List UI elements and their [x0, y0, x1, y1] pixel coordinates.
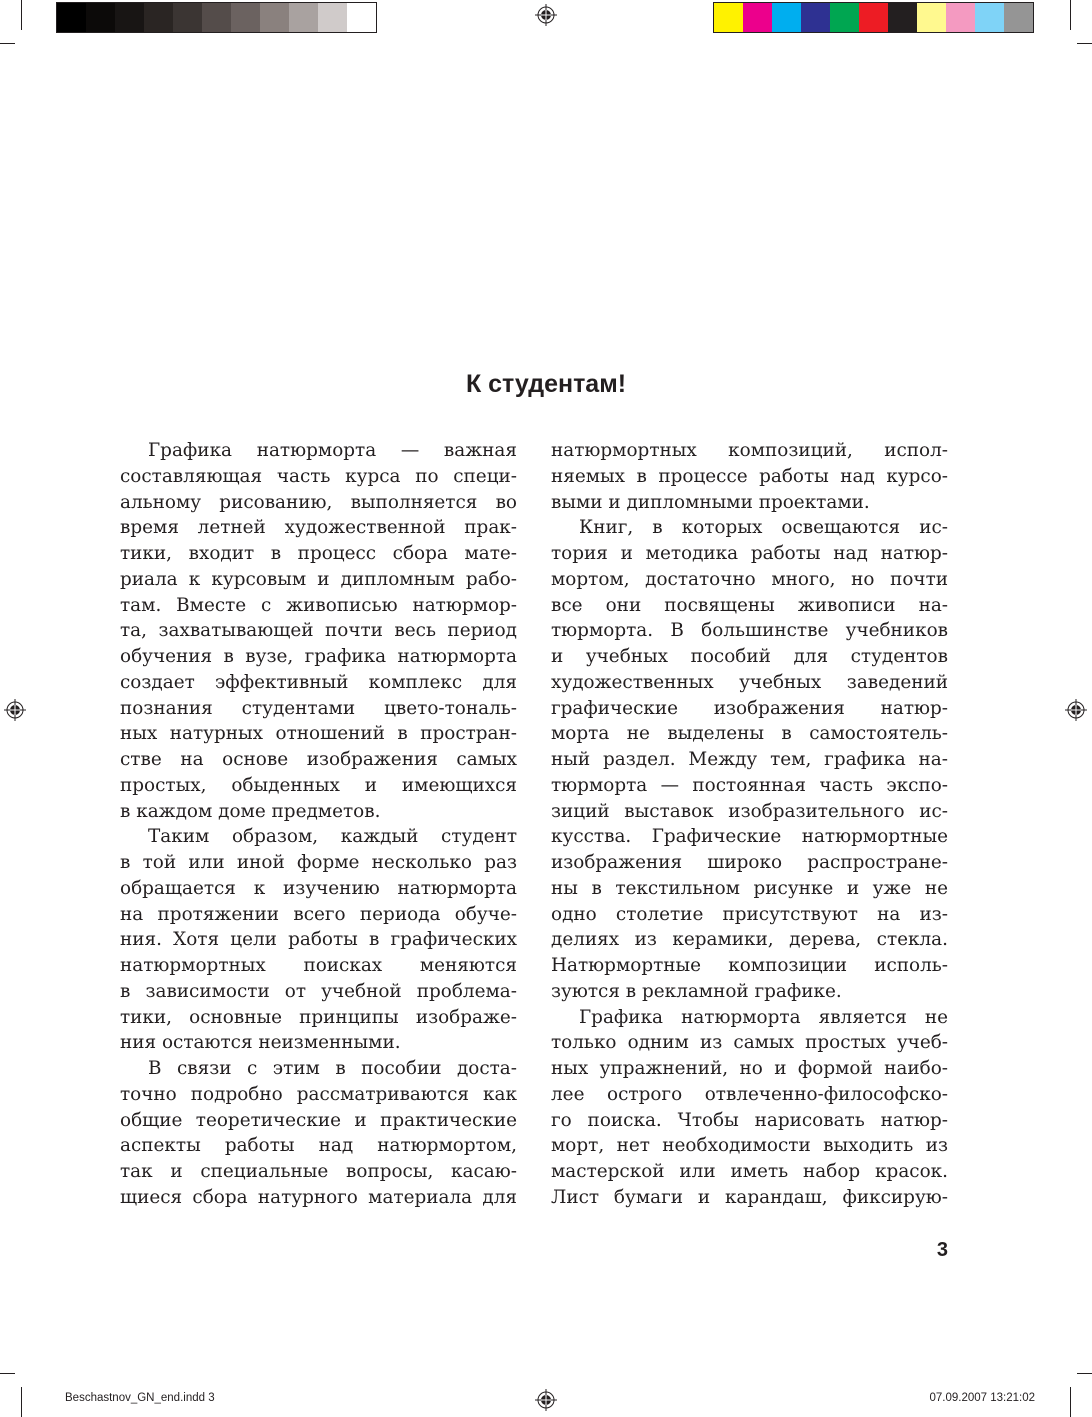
- text-line: простых, обыденных и имеющихся: [120, 774, 517, 796]
- text-line: художественных учебных заведений: [551, 671, 948, 693]
- registration-mark-icon: [4, 699, 26, 721]
- text-line: ния остаются неизменными.: [120, 1032, 401, 1054]
- text-line: все они посвящены живописи на-: [551, 594, 948, 616]
- color-swatch: [173, 3, 202, 32]
- text-line: аспекты работы над натюрмортом,: [120, 1135, 517, 1157]
- paragraph: [551, 438, 948, 515]
- color-swatch: [289, 3, 318, 32]
- text-line: морт, нет необходимости выходить из: [551, 1135, 948, 1157]
- text-line: ны в текстильном рисунке и уже не: [551, 877, 948, 899]
- text-line: натюрмортных композиций, испол-: [551, 440, 948, 461]
- grayscale-calibration-bar: [56, 2, 377, 33]
- page-title: К студентам!: [465, 370, 627, 398]
- color-swatch: [1004, 3, 1033, 32]
- color-swatch: [347, 3, 376, 32]
- color-swatch: [917, 3, 946, 32]
- text-line: зуются в рекламной графике.: [551, 980, 842, 1002]
- crop-mark: [1070, 0, 1071, 30]
- text-line: щиеся сбора натурного материала для: [120, 1186, 517, 1208]
- text-line: ный раздел. Между тем, графика на-: [551, 749, 948, 770]
- color-swatch: [830, 3, 859, 32]
- text-line: Графика натюрморта — важная: [148, 440, 517, 461]
- text-line: там. Вместе с живописью натюрмор-: [120, 594, 517, 616]
- color-swatch: [975, 3, 1004, 32]
- text-line: Натюрмортные композиции исполь-: [551, 955, 948, 976]
- text-line: морта не выделены в самостоятель-: [551, 723, 948, 745]
- color-swatch: [202, 3, 231, 32]
- text-line: та, захватывающей почти весь период: [120, 620, 517, 642]
- text-column-left: [120, 438, 517, 1211]
- text-line: графические изображения натюр-: [551, 697, 948, 719]
- text-line: Графика натюрморта является не: [579, 1006, 948, 1028]
- text-line: делиях из керамики, дерева, стекла.: [551, 929, 948, 951]
- color-swatch: [144, 3, 173, 32]
- text-column-right: [551, 438, 948, 1211]
- color-swatch: [859, 3, 888, 32]
- text-line: Таким образом, каждый студент: [148, 826, 517, 848]
- text-line: познания студентами цвето-тональ-: [120, 697, 517, 719]
- text-line: стве на основе изображения самых: [120, 749, 517, 770]
- text-line: только одним из самых простых учеб-: [551, 1032, 948, 1054]
- text-line: ных натурных отношений в простран-: [120, 723, 517, 745]
- text-line: тория и методика работы над натюр-: [551, 543, 948, 564]
- text-line: натюрмортных поисках меняются: [120, 955, 517, 976]
- paragraph: [551, 515, 948, 1004]
- text-line: составляющая часть курса по специ-: [120, 465, 517, 487]
- text-line: одно столетие присутствуют на из-: [551, 903, 948, 925]
- text-line: зиций выставок изобразительного ис-: [551, 800, 948, 822]
- color-swatch: [888, 3, 917, 32]
- text-line: тюрморта. В большинстве учебников: [551, 620, 948, 642]
- text-line: мортом, достаточно много, но почти: [551, 568, 948, 590]
- text-line: тики, основные принципы изображе-: [120, 1006, 517, 1028]
- color-calibration-bar: [713, 2, 1034, 33]
- text-line: го поиска. Чтобы нарисовать натюр-: [551, 1109, 948, 1131]
- paragraph: [120, 438, 517, 824]
- crop-mark: [21, 1387, 22, 1417]
- text-line: тики, входит в процесс сбора мате-: [120, 543, 517, 564]
- text-line: обучения в вузе, графика натюрморта: [120, 646, 517, 667]
- color-swatch: [946, 3, 975, 32]
- crop-mark: [1077, 43, 1092, 44]
- page-number: 3: [936, 1239, 948, 1261]
- color-swatch: [260, 3, 289, 32]
- crop-mark: [0, 1373, 15, 1374]
- color-swatch: [318, 3, 347, 32]
- text-line: на протяжении всего периода обуче-: [120, 903, 517, 925]
- slug-filename: Beschastnov_GN_end.indd 3: [65, 1392, 215, 1404]
- registration-mark-icon: [535, 4, 557, 26]
- text-line: время летней художественной прак-: [120, 517, 517, 539]
- text-line: так и специальные вопросы, касаю-: [120, 1161, 517, 1182]
- text-line: обращается к изучению натюрморта: [120, 877, 517, 899]
- crop-mark: [21, 0, 22, 30]
- color-swatch: [714, 3, 743, 32]
- text-line: мастерской или иметь набор красок.: [551, 1161, 948, 1182]
- text-line: альному рисованию, выполняется во: [120, 491, 517, 513]
- text-line: в каждом доме предметов.: [120, 800, 381, 822]
- text-line: тюрморта — постоянная часть экспо-: [551, 774, 948, 796]
- color-swatch: [231, 3, 260, 32]
- text-line: общие теоретические и практические: [120, 1109, 517, 1131]
- color-swatch: [86, 3, 115, 32]
- paragraph: [120, 824, 517, 1056]
- slug-date: 07.09.2007 13:21:02: [929, 1392, 1035, 1404]
- color-swatch: [115, 3, 144, 32]
- text-line: точно подробно рассматриваются как: [120, 1083, 517, 1105]
- text-line: ния. Хотя цели работы в графических: [120, 929, 517, 951]
- text-line: в зависимости от учебной проблема-: [120, 980, 517, 1002]
- paragraph: [120, 1056, 517, 1211]
- crop-mark: [1077, 1373, 1092, 1374]
- text-line: изображения широко распростране-: [551, 852, 948, 873]
- text-line: лее острого отвлеченно-философско-: [551, 1083, 948, 1105]
- color-swatch: [772, 3, 801, 32]
- text-line: создает эффективный комплекс для: [120, 671, 517, 693]
- crop-mark: [0, 43, 15, 44]
- text-line: кусства. Графические натюрмортные: [551, 826, 948, 848]
- text-line: В связи с этим в пособии доста-: [148, 1058, 517, 1079]
- text-line: Лист бумаги и карандаш, фиксирую-: [551, 1186, 948, 1208]
- registration-mark-icon: [1065, 699, 1087, 721]
- color-swatch: [57, 3, 86, 32]
- text-line: выми и дипломными проектами.: [551, 491, 870, 513]
- paragraph: [551, 1005, 948, 1211]
- registration-mark-icon: [535, 1389, 557, 1411]
- text-line: риала к курсовым и дипломным рабо-: [120, 568, 517, 590]
- crop-mark: [1070, 1387, 1071, 1417]
- text-line: в той или иной форме несколько раз: [120, 852, 517, 873]
- color-swatch: [743, 3, 772, 32]
- text-line: Книг, в которых освещаются ис-: [579, 517, 948, 539]
- text-line: ных упражнений, но и формой наибо-: [551, 1058, 948, 1079]
- color-swatch: [801, 3, 830, 32]
- text-line: и учебных пособий для студентов: [551, 646, 948, 667]
- text-line: няемых в процессе работы над курсо-: [551, 465, 948, 487]
